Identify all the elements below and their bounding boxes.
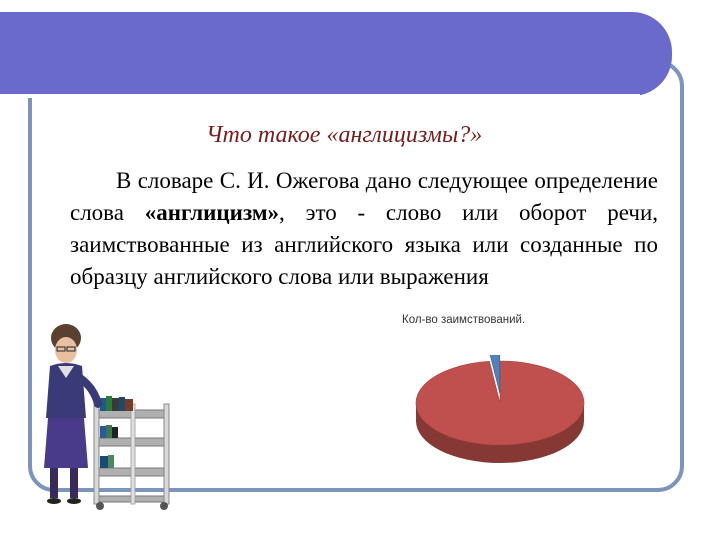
- paragraph-text-1: В словаре С. И. Ожегова дано следующее определение слова: [70, 168, 658, 225]
- header-banner: [0, 12, 672, 96]
- slide-title: Что такое «англицизмы?»: [206, 122, 483, 148]
- banner-divider: [0, 94, 640, 98]
- definition-paragraph: [70, 165, 658, 293]
- librarian-figure: [44, 324, 98, 504]
- paragraph-text-2: , это - слово или оборот речи, заимствованные из английского языка или созданные по образцу английского слова или выражения: [70, 200, 658, 289]
- chart-title: Кол-во заимствований.: [402, 314, 526, 326]
- librarian-clipart: [36, 318, 176, 514]
- paragraph-bold-term: «англицизм»: [144, 200, 280, 225]
- pie-chart: [410, 355, 590, 470]
- book-cart: [94, 396, 169, 510]
